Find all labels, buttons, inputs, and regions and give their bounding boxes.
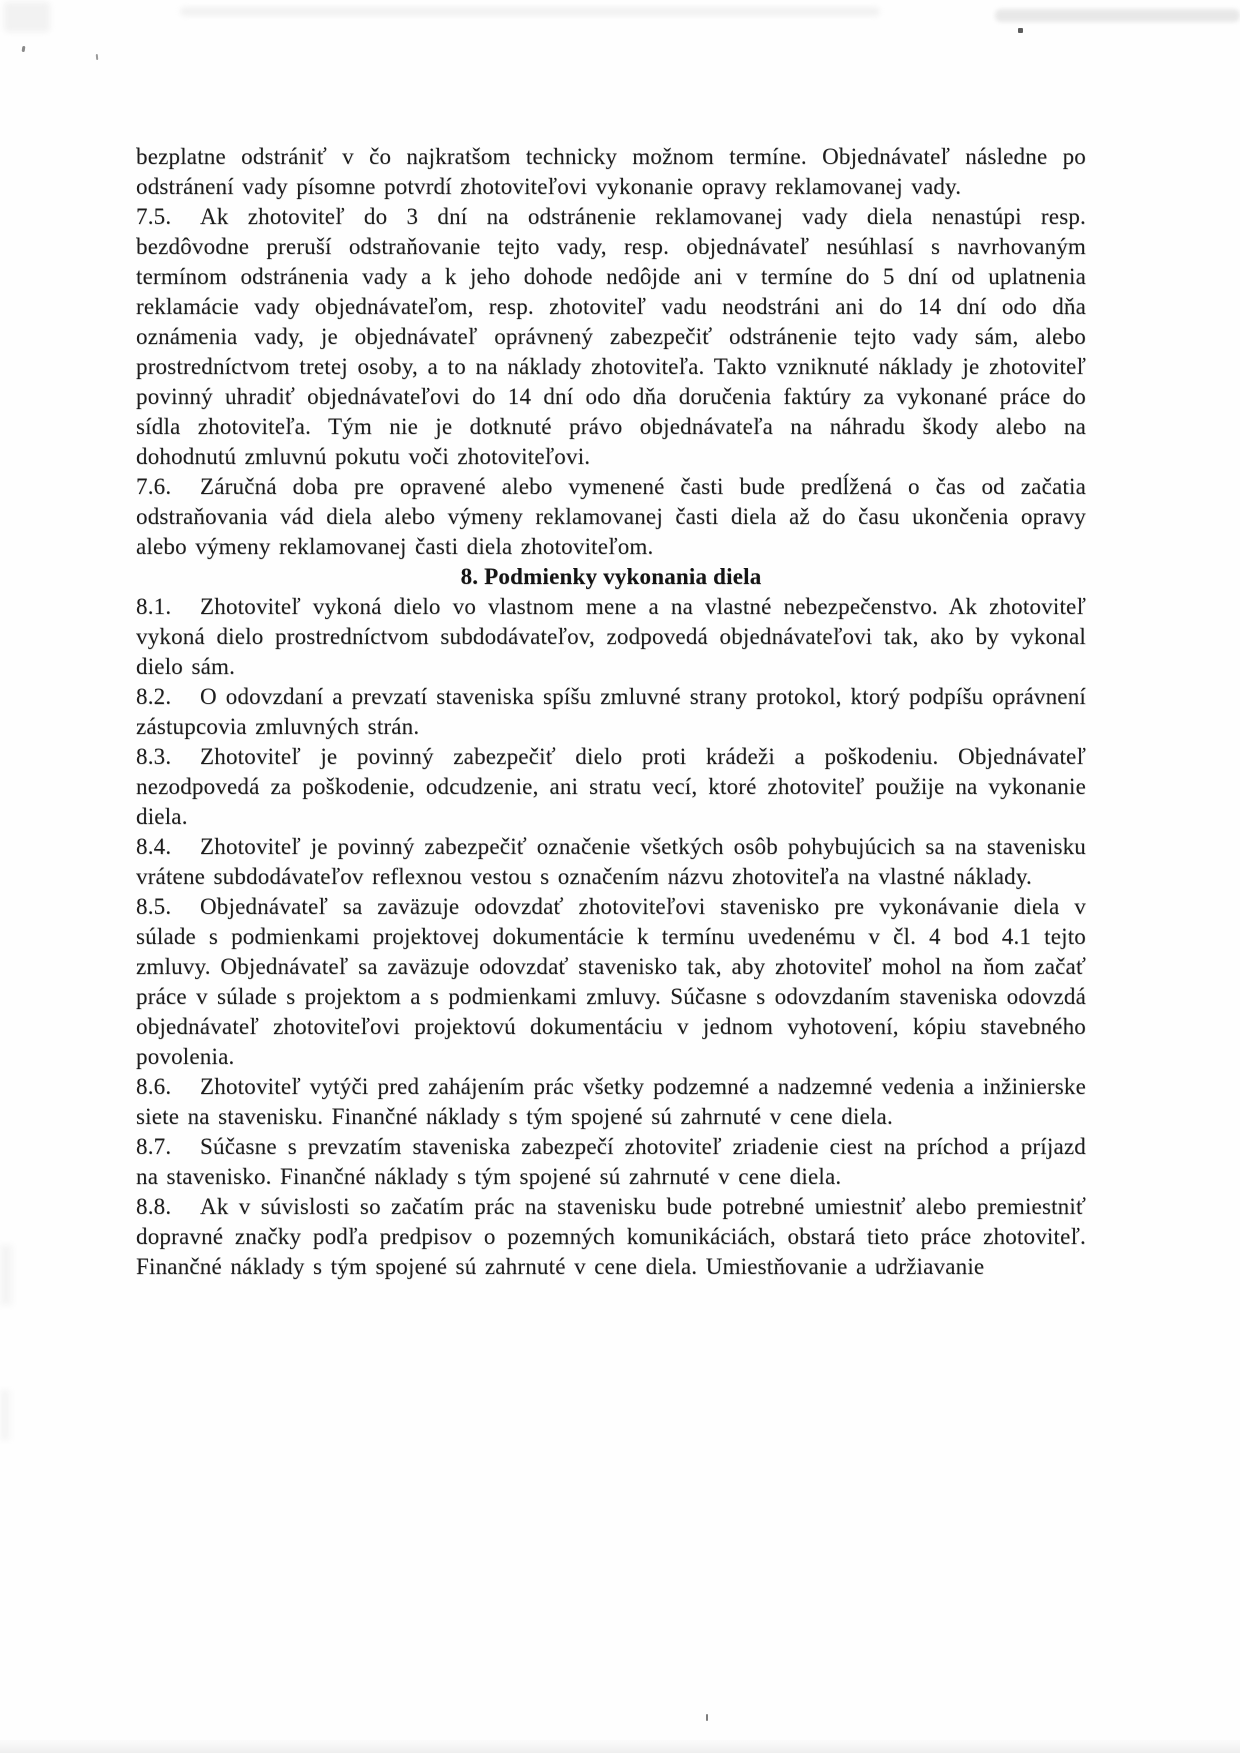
contract-text-block	[136, 142, 1086, 1282]
clause-8-5	[136, 892, 1086, 1072]
clause-8-2	[136, 682, 1086, 742]
clause-number: 8.2.	[136, 684, 172, 709]
paragraph-continuation	[136, 142, 1086, 202]
clause-text: Ak v súvislosti so začatím prác na stavenisku bude potrebné umiestniť alebo premiestniť dopravné značky podľa predpisov o pozemných komunikáciách, obstará tieto práce zhotoviteľ. Finančné náklady s tým spojené sú zahrnuté v cene diela. Umiestňovanie a udržiavanie	[136, 1194, 1086, 1279]
clause-text: Súčasne s prevzatím staveniska zabezpečí zhotoviteľ zriadenie ciest na príchod a príjazd na stavenisko. Finančné náklady s tým spojené sú zahrnuté v cene diela.	[136, 1134, 1086, 1189]
section-8-heading: 8. Podmienky vykonania diela	[460, 564, 762, 589]
scan-artifact	[0, 1245, 12, 1305]
clause-number: 7.5.	[136, 204, 172, 229]
clause-number: 8.4.	[136, 834, 172, 859]
clause-text: Zhotoviteľ je povinný zabezpečiť dielo proti krádeži a poškodeniu. Objednávateľ nezodpovedá za poškodenie, odcudzenie, ani stratu vecí, ktoré zhotoviteľ použije na vykonanie diela.	[136, 744, 1086, 829]
scan-artifact	[0, 1740, 1240, 1753]
clause-8-3	[136, 742, 1086, 832]
clause-text: Ak zhotoviteľ do 3 dní na odstránenie reklamovanej vady diela nenastúpi resp. bezdôvodne preruší odstraňovanie tejto vady, resp. objednávateľ nesúhlasí s navrhovaným termínom odstránenia vady a k jeho dohode nedôjde ani v termíne do 5 dní od uplatnenia reklamácie vady objednávateľom, resp. zhotoviteľ vadu neodstráni ani do 14 dní odo dňa oznámenia vady, je objednávateľ oprávnený zabezpečiť odstránenie tejto vady sám, alebo prostredníctvom tretej osoby, a to na náklady zhotoviteľa. Takto vzniknuté náklady je zhotoviteľ povinný uhradiť objednávateľovi do 14 dní odo dňa doručenia faktúry za vykonané práce do sídla zhotoviteľa. Tým nie je dotknuté právo objednávateľa na náhradu škody alebo na dohodnutú zmluvnú pokutu voči zhotoviteľovi.	[136, 204, 1086, 469]
scan-artifact	[706, 1714, 708, 1721]
clause-number: 8.7.	[136, 1134, 172, 1159]
clause-8-8	[136, 1192, 1086, 1282]
clause-number: 8.6.	[136, 1074, 172, 1099]
scan-artifact	[4, 2, 50, 32]
scan-artifact	[96, 54, 99, 60]
clause-7-6	[136, 472, 1086, 562]
clause-7-5	[136, 202, 1086, 472]
scan-artifact	[0, 1390, 10, 1440]
clause-text: Zhotoviteľ vykoná dielo vo vlastnom mene a na vlastné nebezpečenstvo. Ak zhotoviteľ vykoná dielo prostredníctvom subdodávateľov, zodpovedá objednávateľovi tak, ako by vykonal dielo sám.	[136, 594, 1086, 679]
clause-8-1	[136, 592, 1086, 682]
scan-artifact	[180, 7, 880, 16]
scan-artifact	[995, 9, 1240, 22]
clause-8-7	[136, 1132, 1086, 1192]
clause-number: 8.8.	[136, 1194, 172, 1219]
clause-8-6	[136, 1072, 1086, 1132]
clause-number: 8.5.	[136, 894, 172, 919]
clause-8-4	[136, 832, 1086, 892]
clause-number: 8.3.	[136, 744, 172, 769]
clause-text: Záručná doba pre opravené alebo vymenené časti bude predĺžená o čas od začatia odstraňovania vád diela alebo výmeny reklamovanej časti diela až do času ukončenia opravy alebo výmeny reklamovanej časti diela zhotoviteľom.	[136, 474, 1086, 559]
paragraph-text: bezplatne odstrániť v čo najkratšom technicky možnom termíne. Objednávateľ následne po odstránení vady písomne potvrdí zhotoviteľovi vykonanie opravy reklamovanej vady.	[136, 144, 1086, 199]
scan-artifact	[1018, 28, 1023, 33]
clause-text: Objednávateľ sa zaväzuje odovzdať zhotoviteľovi stavenisko pre vykonávanie diela v súlade s podmienkami projektovej dokumentácie k termínu uvedenému v čl. 4 bod 4.1 tejto zmluvy. Objednávateľ sa zaväzuje odovzdať stavenisko tak, aby zhotoviteľ mohol na ňom začať práce v súlade s projektom a s podmienkami zmluvy. Súčasne s odovzdaním staveniska odovzdá objednávateľ zhotoviteľovi projektovú dokumentáciu v jednom vyhotovení, kópiu stavebného povolenia.	[136, 894, 1086, 1069]
clause-text: O odovzdaní a prevzatí staveniska spíšu zmluvné strany protokol, ktorý podpíšu oprávnení zástupcovia zmluvných strán.	[136, 684, 1086, 739]
clause-number: 8.1.	[136, 594, 172, 619]
clause-number: 7.6.	[136, 474, 172, 499]
scan-artifact	[22, 46, 26, 52]
clause-text: Zhotoviteľ je povinný zabezpečiť označenie všetkých osôb pohybujúcich sa na stavenisku vrátene subdodávateľov reflexnou vestou s označením názvu zhotoviteľa na vlastné náklady.	[136, 834, 1086, 889]
clause-text: Zhotoviteľ vytýči pred zahájením prác všetky podzemné a nadzemné vedenia a inžinierske siete na stavenisku. Finančné náklady s tým spojené sú zahrnuté v cene diela.	[136, 1074, 1086, 1129]
